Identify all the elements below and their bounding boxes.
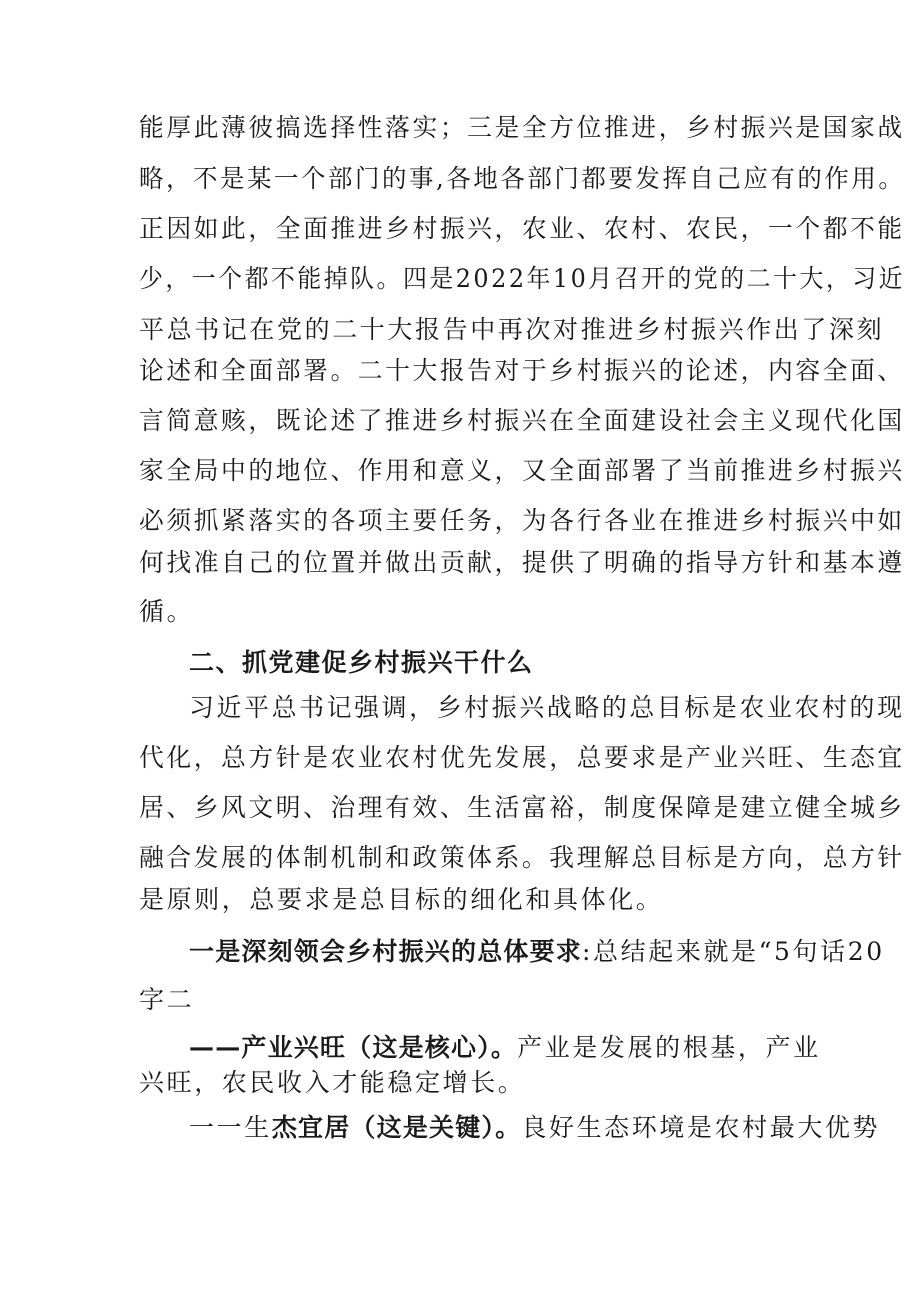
paragraph-line: 循。 (139, 597, 195, 626)
item-ecology-prefix: 一一生 (189, 1113, 272, 1142)
paragraph-line: 习近平总书记强调，乡村振兴战略的总目标是农业农村的现 (189, 693, 905, 722)
section-heading: 二、抓党建促乡村振兴干什么 (189, 648, 534, 677)
paragraph-line: 正因如此，全面推进乡村振兴，农业、农村、农民，一个都不能 (139, 214, 905, 243)
paragraph-line: 略，不是某一个部门的事,各地各部门都要发挥自己应有的作用。 (139, 164, 906, 193)
paragraph-line: 平总书记在党的二十大报告中再次对推进乡村振兴作出了深刻 (139, 315, 885, 344)
paragraph-line: 何找准自己的位置并做出贡献，提供了明确的指导方针和基本遵 (139, 548, 905, 577)
item-industry (189, 1033, 821, 1063)
paragraph-line: 字二 (139, 985, 195, 1014)
item-industry-lead: ——产业兴旺（这是核心）。 (189, 1033, 518, 1062)
paragraph-line: 言简意赅，既论述了推进乡村振兴在全面建设社会主义现代化国 (139, 406, 905, 435)
paragraph-line: 必须抓紧落实的各项主要任务，为各行各业在推进乡村振兴中如 (139, 506, 905, 535)
paragraph-line: 能厚此薄彼搞选择性落实；三是全方位推进，乡村振兴是国家战 (139, 113, 905, 142)
paragraph-line: 家全局中的地位、作用和意义，又全面部署了当前推进乡村振兴 (139, 456, 905, 485)
paragraph-line: 融合发展的体制机制和政策体系。我理解总目标是方向，总方针 (139, 843, 905, 872)
paragraph-line: 兴旺，农民收入才能稳定增长。 (139, 1068, 526, 1097)
item-industry-rest: 产业是发展的根基，产业 (517, 1033, 821, 1062)
item-ecology (189, 1113, 880, 1143)
item-ecology-lead: 杰宜居（这是关键）。 (271, 1113, 522, 1142)
paragraph-line: 是原则，总要求是总目标的细化和具体化。 (139, 885, 664, 914)
point-one (189, 937, 885, 967)
paragraph-line: 论述和全面部署。二十大报告对于乡村振兴的论述，内容全面、 (139, 356, 905, 385)
paragraph-line: 居、乡风文明、治理有效、生活富裕，制度保障是建立健全城乡 (139, 793, 905, 822)
paragraph-line: 代化，总方针是农业农村优先发展，总要求是产业兴旺、生态宜 (139, 743, 905, 772)
point-one-lead: 一是深刻领会乡村振兴的总体要求 (189, 937, 583, 966)
paragraph-line: 少，一个都不能掉队。四是2022年10月召开的党的二十大，习近 (139, 264, 906, 293)
point-one-rest: :总结起来就是“5句话20 (582, 937, 885, 966)
item-ecology-rest: 良好生态环境是农村最大优势 (521, 1113, 881, 1142)
